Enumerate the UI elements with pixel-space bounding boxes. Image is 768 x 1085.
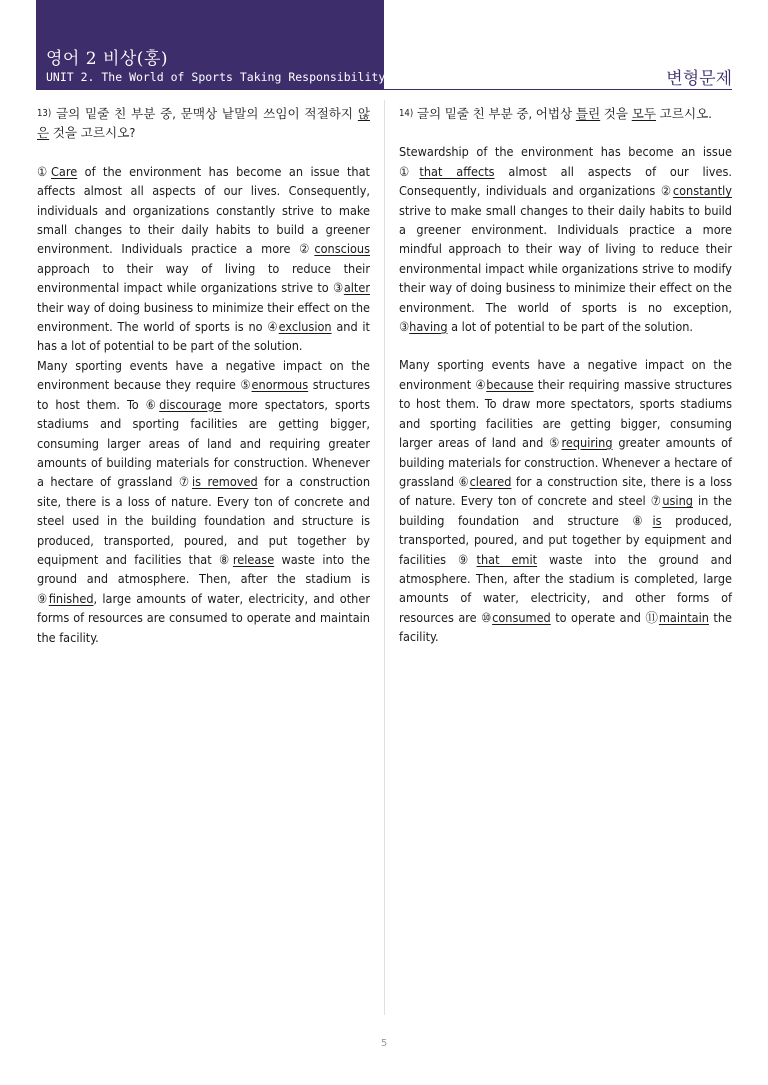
prompt-text: 글의 밑줄 친 부분 중, 어법상 [413, 106, 576, 121]
prompt-text: 것을 [600, 106, 632, 121]
underlined-word: is [652, 512, 662, 528]
underlined-word: enormous [251, 377, 309, 393]
passage-text: for a construction site, there is a loss of nature. Every ton of concrete and steel used in the building foundation and structure is produced, transported, poured, and put together by equipment and facilities that ⑧ [37, 474, 371, 567]
underlined-word: constantly [672, 183, 732, 199]
underlined-word: that emit [476, 551, 538, 567]
header-rule [384, 89, 732, 90]
underlined-word: cleared [469, 473, 512, 489]
passage-text: produced, transported, poured, and put together by equipment and facilities ⑨ [399, 512, 732, 567]
passage-text: their way of doing business to minimize their effect on the environment. The world of sports is no ④ [37, 299, 370, 335]
passage-paragraph-2 [37, 356, 370, 647]
underlined-word: that affects [419, 163, 495, 179]
underlined-word: conscious [314, 241, 370, 257]
passage-text: approach to their way of living to reduce their environmental impact while organizations strive to ③ [37, 260, 370, 296]
column-divider [384, 100, 385, 1015]
passage-text: for a construction site, there is a loss of nature. Every ton of concrete and steel ⑦ [399, 473, 732, 509]
underlined-word: maintain [658, 609, 709, 625]
section-label: 변형문제 [666, 69, 732, 89]
question-13 [37, 104, 370, 647]
prompt-text: 고르시오. [656, 106, 712, 121]
question-number: 13) [37, 108, 52, 119]
underlined-word: exclusion [278, 319, 332, 335]
passage-text: a lot of potential to be part of the solution. [447, 319, 694, 335]
passage-text: structures to host them. To ⑥ [37, 377, 370, 412]
underlined-word: because [486, 376, 534, 392]
underlined-word: consumed [492, 609, 551, 625]
underlined-word: alter [343, 280, 370, 296]
passage-text: to operate and ⑪ [550, 609, 659, 625]
underlined-word: is removed [191, 474, 258, 490]
underlined-word: release [232, 551, 275, 567]
prompt-emphasis: 않은 [37, 106, 370, 141]
passage-text: the facility. [399, 609, 732, 645]
question-number: 14) [399, 108, 414, 119]
prompt-text: 글의 밑줄 친 부분 중, 문맥상 낱말의 쓰임이 적절하지 [51, 106, 358, 121]
underlined-word: using [662, 493, 693, 509]
passage-text: Many sporting events have a negative impact on the environment because they require ⑤ [37, 357, 370, 393]
passage-text: their requiring massive structures to host them. To draw more spectators, sports stadiums and sporting facilities are getting bigger, consuming larger areas of land and ⑤ [399, 376, 733, 451]
passage-paragraph-2 [399, 355, 732, 646]
passage-text: , large amounts of water, electricity, and other forms of resources are consumed to operate and maintain the facility. [37, 590, 370, 645]
prompt-emphasis: 틀린 [575, 106, 601, 121]
passage-text: in the building foundation and structure ⑧ [399, 493, 732, 528]
passage-text: greater amounts of building materials for construction. Whenever a hectare of grassland ⑥ [399, 435, 732, 489]
passage-text: waste into the ground and atmosphere. Then, after the stadium is ⑨ [37, 551, 370, 606]
passage-text: Many sporting events have a negative impact on the environment ④ [399, 357, 732, 392]
passage-text: Stewardship of the environment has become an issue ① [399, 144, 732, 179]
passage-text: more spectators, sports stadiums and sporting facilities are getting bigger, consuming larger areas of land and requiring greater amounts of building materials for construction. Whenever a hectare of grassland ⑦ [37, 396, 370, 490]
underlined-word: Care [51, 163, 78, 179]
page-title: 영어 2 비상(홍) [46, 49, 168, 69]
passage-text: waste into the ground and atmosphere. Then, after the stadium is completed, large amounts of water, electricity, and other forms of resources are ⑩ [399, 551, 732, 625]
passage-paragraph-1 [399, 142, 732, 336]
passage-text: almost all aspects of our lives. Consequently, individuals and organizations ② [399, 163, 732, 199]
question-prompt [399, 104, 732, 123]
question-prompt [37, 104, 370, 143]
underlined-word: finished [48, 590, 94, 606]
question-14 [399, 104, 732, 647]
prompt-emphasis: 모두 [631, 106, 657, 121]
passage-text: and it has a lot of potential to be part of the solution. [37, 319, 370, 354]
underlined-word: having [409, 319, 448, 335]
page-number: 5 [380, 1038, 388, 1049]
passage-paragraph-1 [37, 162, 370, 356]
unit-subtitle: UNIT 2. The World of Sports Taking Responsibility [46, 70, 386, 84]
underlined-word: discourage [159, 396, 222, 412]
prompt-text: 것을 고르시오? [49, 125, 136, 141]
header-banner [36, 0, 384, 90]
passage-text: strive to make small changes to their daily habits to build a greener environment. Individuals practice a more mindful approach to their way of living to reduce their environmental impact while organizations strive to modify their way of doing business to minimize their effect on the environment. The world of sports is no exception, ③ [399, 202, 732, 335]
passage-text: ① [37, 163, 52, 179]
underlined-word: requiring [561, 435, 613, 451]
passage-text: of the environment has become an issue that affects almost all aspects of our lives. Consequently, individuals and organizations constantly strive to make small changes to their daily habits to build a greener environment. Individuals practice a more ② [37, 163, 370, 257]
